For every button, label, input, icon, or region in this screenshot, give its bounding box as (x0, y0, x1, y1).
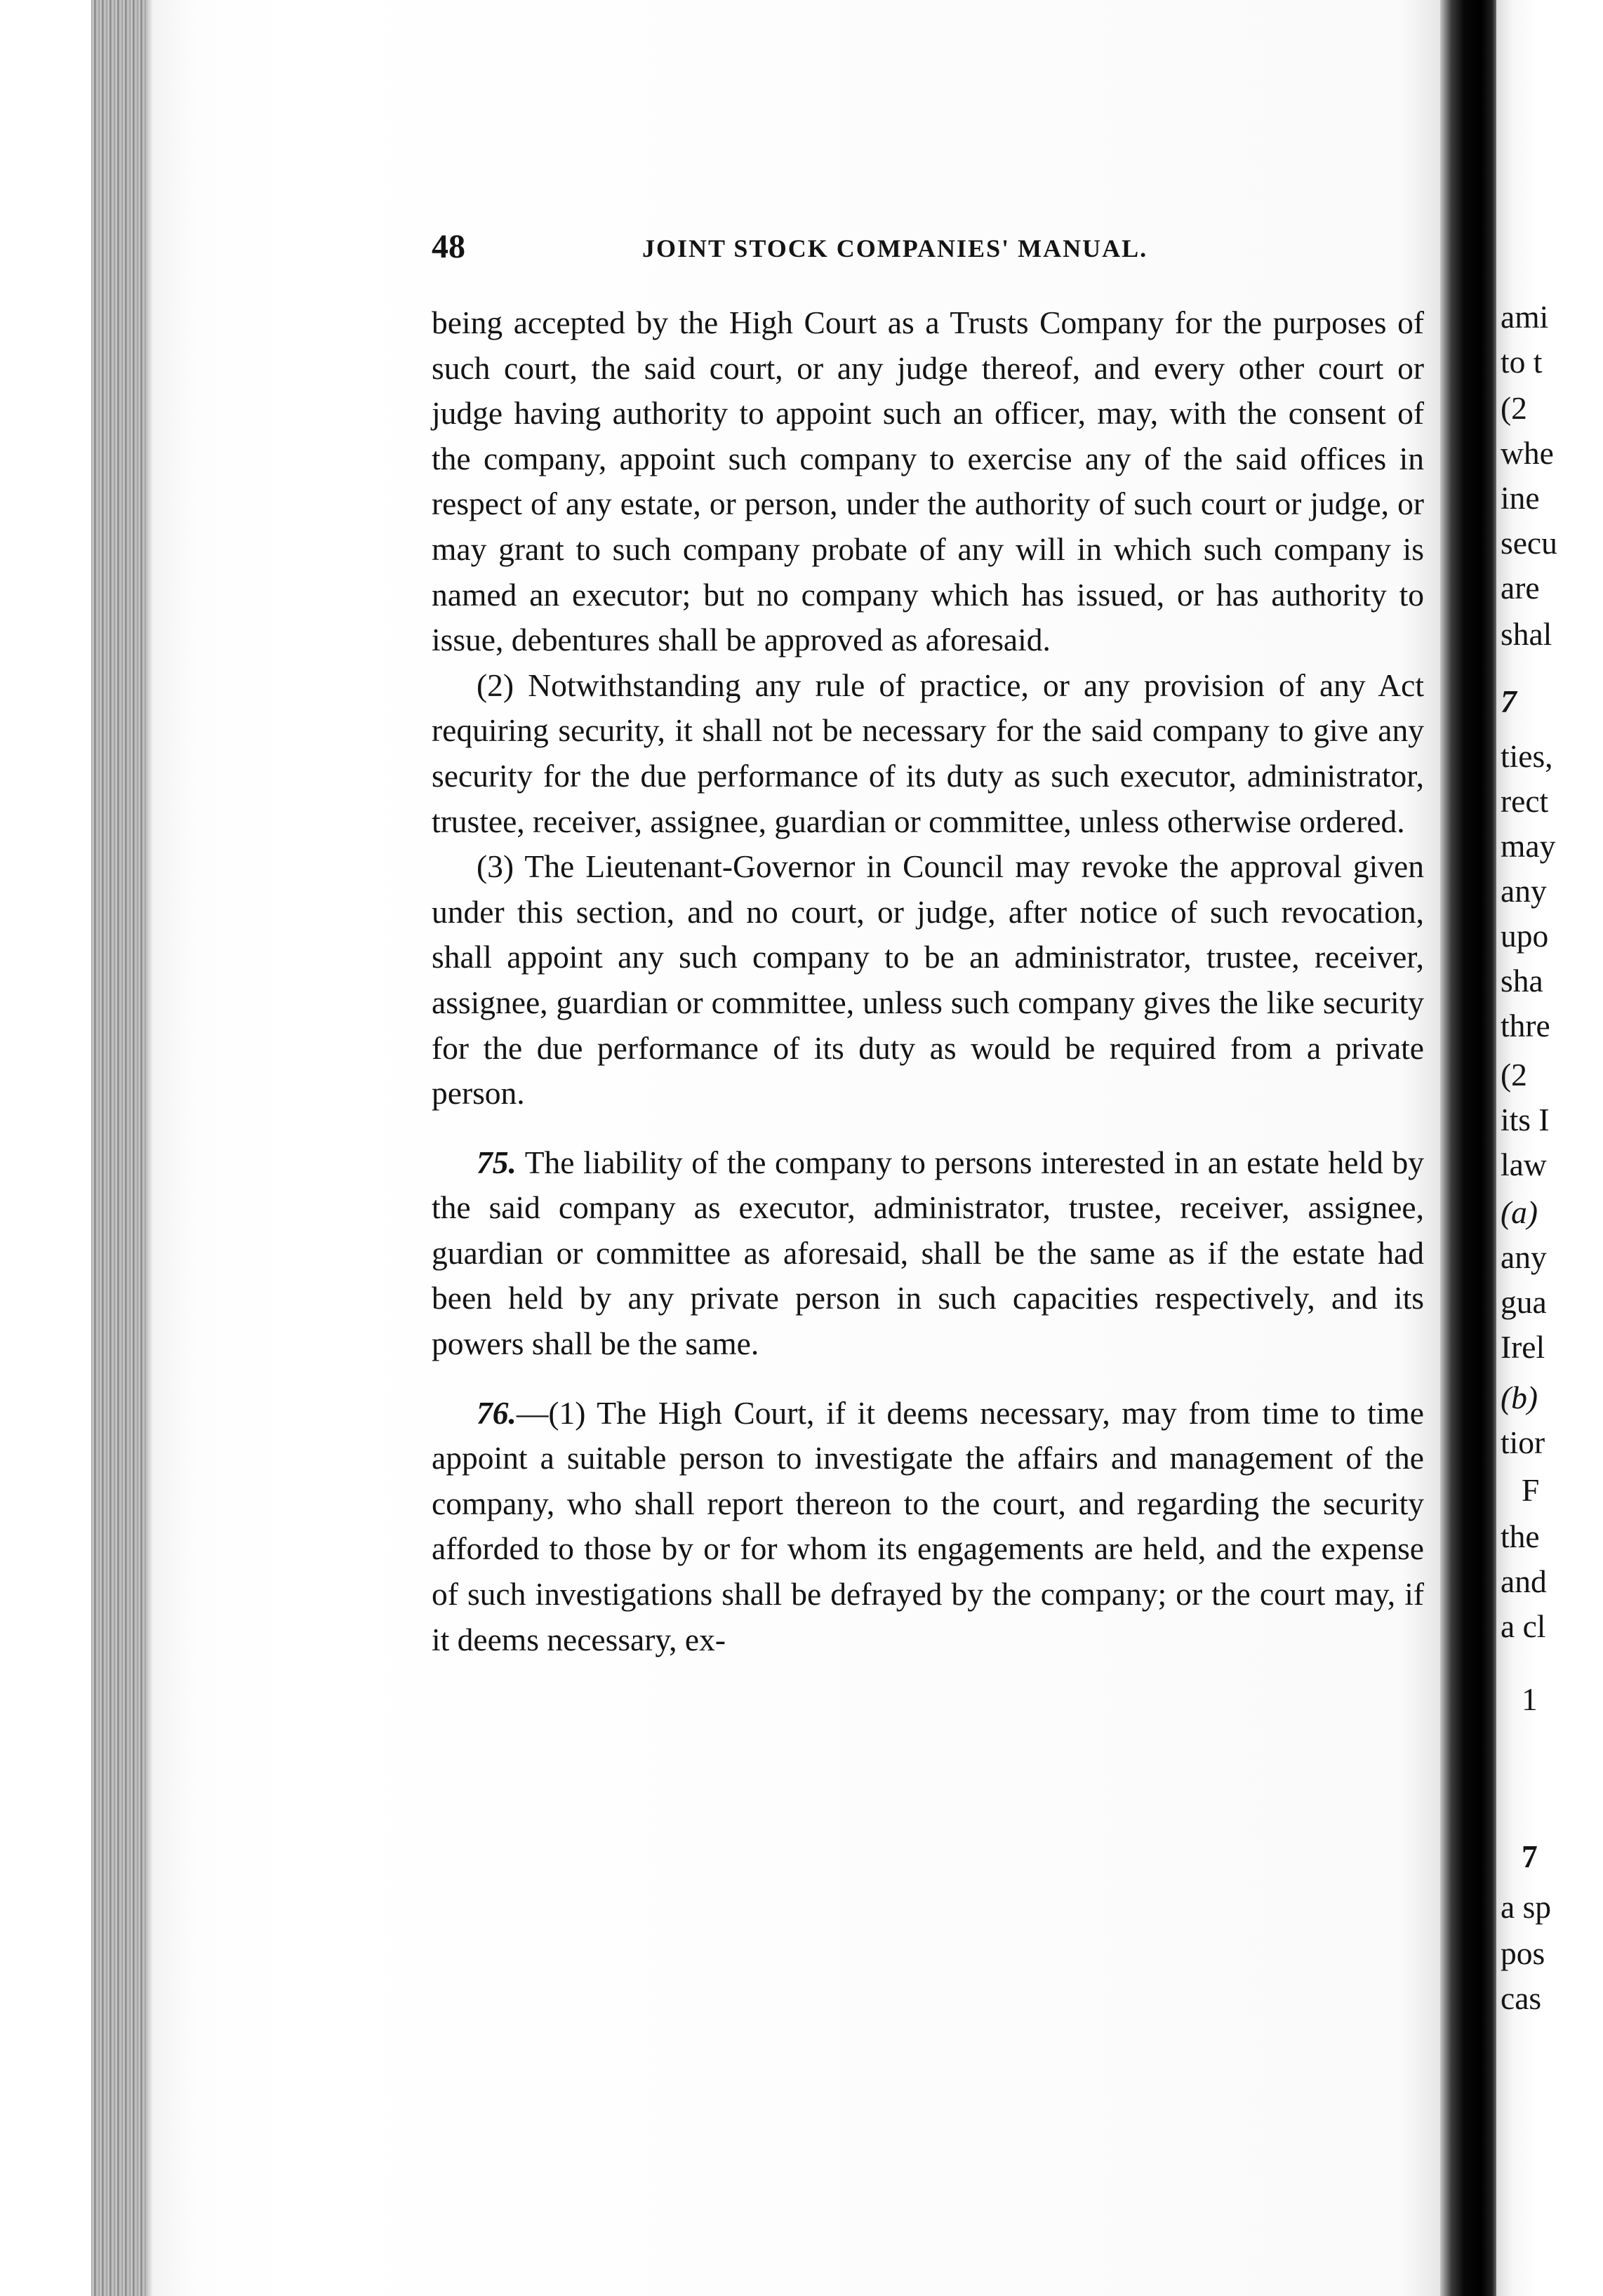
right-fragment: F (1522, 1472, 1540, 1508)
right-page (1496, 0, 1603, 2296)
right-fragment: whe (1501, 435, 1554, 471)
right-fragment: (2 (1501, 1057, 1527, 1093)
page-number: 48 (432, 228, 465, 265)
right-fragment: (b) (1501, 1380, 1538, 1415)
body-text (432, 300, 1424, 1662)
right-fragment: its I (1501, 1102, 1550, 1137)
book-fore-edge (91, 0, 147, 2296)
right-fragment: to t (1501, 344, 1543, 380)
right-fragment: a sp (1501, 1889, 1552, 1925)
right-fragment: may (1501, 828, 1556, 864)
right-fragment: a cl (1501, 1608, 1546, 1644)
right-fragment: ami (1501, 299, 1549, 335)
running-head: JOINT STOCK COMPANIES' MANUAL. (642, 234, 1148, 262)
book-gutter (1440, 0, 1496, 2296)
section-number: 76. (477, 1394, 517, 1431)
paragraph-subsection-2: (2) Notwithstanding any rule of practice, or any provision of any Act requiring security, it shall not be necessary for the said company to give any security for the due performance of its duty as such executor, administrator, trustee, receiver, assignee, guardian or committee, unless otherwise ordered. (432, 667, 1424, 839)
right-fragment: the (1501, 1519, 1540, 1554)
right-fragment: rect (1501, 783, 1549, 819)
paragraph-subsection-3: (3) The Lieutenant-Governor in Council may revoke the approval given under this section, and no court, or judge, after notice of such revocation, shall appoint any such company to be an administrator, trustee, receiver, assignee, guardian or committee, unless such company gives the like security for the due performance of its duty as would be required from a private person. (432, 848, 1424, 1112)
right-fragment: secu (1501, 525, 1557, 561)
right-fragment: thre (1501, 1008, 1550, 1043)
right-fragment: cas (1501, 1980, 1542, 2016)
scan-outer-margin (0, 0, 93, 2296)
right-fragment: tior (1501, 1424, 1545, 1460)
right-fragment: any (1501, 1239, 1547, 1275)
paragraph-continued: being accepted by the High Court as a Trusts Company for the purposes of such court, the said court, or any judge thereof, and every other court or judge having authority to appoint such an officer, may, with the consent of the company, appoint such company to exercise any of the said offices in respect of any estate, or person, under the authority of such court or judge, or may grant to such company probate of any will in which such company is named an executor; but no company which has issued, or has authority to issue, debentures shall be approved as aforesaid. (432, 305, 1424, 658)
right-fragment: any (1501, 873, 1547, 909)
right-fragment: and (1501, 1563, 1547, 1599)
right-fragment: shal (1501, 616, 1552, 652)
right-fragment: ties, (1501, 738, 1553, 774)
right-fragment: gua (1501, 1284, 1547, 1320)
page-edge-shadow (146, 0, 153, 2296)
section-76 (432, 1391, 1424, 1663)
right-fragment: are (1501, 570, 1540, 606)
right-fragment: 7 (1522, 1838, 1538, 1874)
right-fragment: ine (1501, 480, 1540, 516)
right-fragment: upo (1501, 918, 1549, 954)
right-fragment: (a) (1501, 1194, 1538, 1230)
right-fragment: (2 (1501, 390, 1527, 426)
section-number: 75. (477, 1144, 517, 1180)
section-75 (432, 1140, 1424, 1367)
right-fragment: 7 (1501, 683, 1517, 719)
right-fragment: pos (1501, 1935, 1545, 1971)
right-fragment: 1 (1522, 1681, 1538, 1717)
right-fragment: law (1501, 1147, 1547, 1182)
right-fragment: sha (1501, 963, 1543, 999)
section-text: —(1) The High Court, if it deems necessary, may from time to time appoint a suitable person to investigate the affairs and management of the company, who shall report thereon to the court, and regarding the security afforded to those by or for whom its engagements are held, and the expense of such investigations shall be defrayed by the company; or the court may, if it deems necessary, ex- (432, 1394, 1424, 1657)
page-header (432, 226, 1424, 268)
right-fragment: Irel (1501, 1329, 1545, 1365)
section-text: The liability of the company to persons interested in an estate held by the said company as executor, administrator, trustee, receiver, assignee, guardian or committee as aforesaid, shall be the same as if the estate had been held by any private person in such capacities respectively, and its powers shall be the same. (432, 1144, 1424, 1362)
